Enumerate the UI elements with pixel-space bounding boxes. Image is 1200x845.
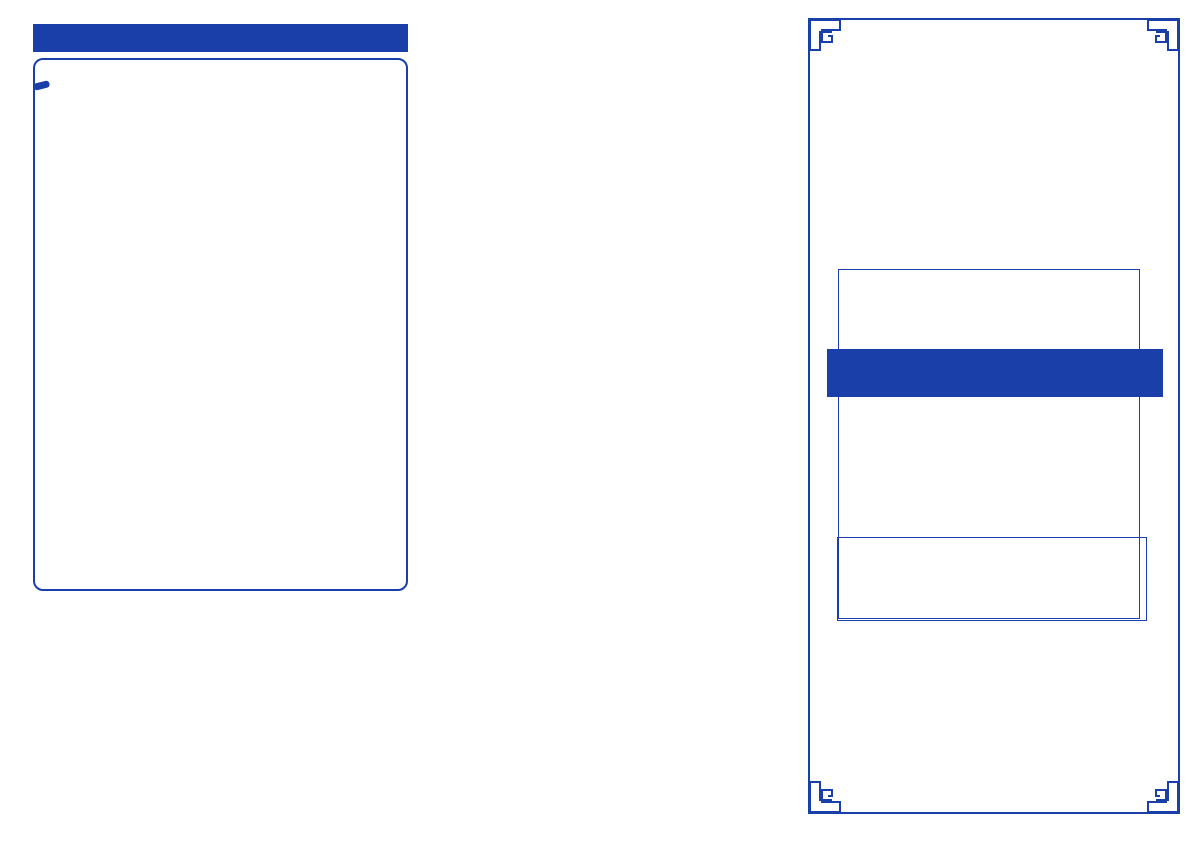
menu-del-dia-box: [837, 537, 1147, 621]
sushi-menu-box: [33, 58, 408, 591]
free-delivery-banner: [827, 349, 1163, 397]
left-column: [30, 16, 410, 826]
restaurant-info-panel: [808, 18, 1180, 814]
corner-ornament: [808, 18, 842, 52]
set-menus-column: [420, 18, 798, 818]
corner-ornament: [808, 780, 842, 814]
corner-ornament: [1146, 18, 1180, 52]
sushi-section-title: [33, 24, 408, 52]
service-info-box: [838, 269, 1140, 619]
new-badge: [33, 80, 50, 91]
corner-ornament: [1146, 780, 1180, 814]
